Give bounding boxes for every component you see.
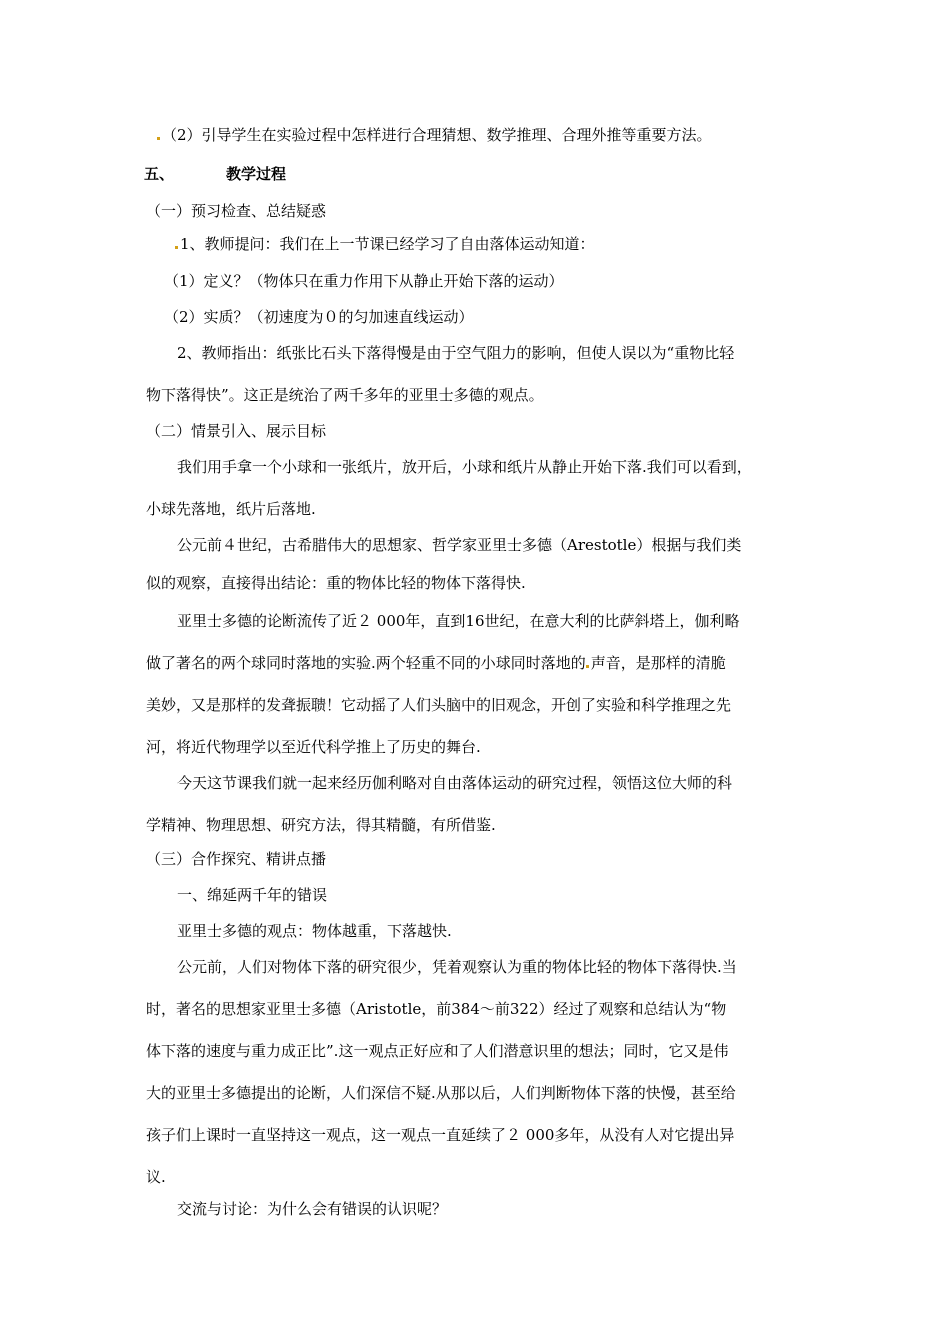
paragraph-line: 交流与讨论：为什么会有错误的认识呢？ xyxy=(177,1200,448,1218)
paragraph-line: （1）定义？（物体只在重力作用下从静止开始下落的运动） xyxy=(164,272,564,290)
marker-dot-icon xyxy=(175,246,178,249)
paragraph-line: （2）实质？（初速度为０的匀加速直线运动） xyxy=(164,308,474,326)
paragraph-line: 亚里士多德的论断流传了近２ 000年，直到16世纪，在意大利的比萨斜塔上，伽利略 xyxy=(177,612,740,630)
paragraph-line: 体下落的速度与重力成正比”.这一观点正好应和了人们潜意识里的想法；同时，它又是伟 xyxy=(146,1042,729,1060)
paragraph-line: 学精神、物理思想、研究方法，得其精髓，有所借鉴. xyxy=(146,816,496,834)
section-heading: 五、 教学过程 xyxy=(144,165,287,183)
subsection-heading: （三）合作探究、精讲点播 xyxy=(146,850,327,868)
paragraph-line: 公元前，人们对物体下落的研究很少，凭着观察认为重的物体比轻的物体下落得快.当 xyxy=(177,958,737,976)
paragraph-line: 物下落得快”。这正是统治了两千多年的亚里士多德的观点。 xyxy=(146,386,544,404)
paragraph-line: 议. xyxy=(146,1168,166,1186)
paragraph-line: 小球先落地，纸片后落地. xyxy=(146,500,316,518)
paragraph-line: 2、教师指出：纸张比石头下落得慢是由于空气阻力的影响，但使人误以为“重物比轻 xyxy=(177,344,735,362)
paragraph-line: 河，将近代物理学以至近代科学推上了历史的舞台. xyxy=(146,738,481,756)
paragraph-line: 似的观察，直接得出结论：重的物体比轻的物体下落得快. xyxy=(146,574,526,592)
paragraph-line: 今天这节课我们就一起来经历伽利略对自由落体运动的研究过程，领悟这位大师的科 xyxy=(177,774,733,792)
paragraph-line: 大的亚里士多德提出的论断，人们深信不疑.从那以后，人们判断物体下落的快慢，甚至给 xyxy=(146,1084,736,1102)
subsection-heading: （二）情景引入、展示目标 xyxy=(146,422,327,440)
paragraph-line: 做了著名的两个球同时落地的实验.两个轻重不同的小球同时落地的 声音，是那样的清脆 xyxy=(146,654,726,672)
paragraph-line: （2）引导学生在实验过程中怎样进行合理猜想、数学推理、合理外推等重要方法。 xyxy=(157,125,712,145)
subsection-heading: （一）预习检查、总结疑惑 xyxy=(146,202,327,220)
paragraph-line: 亚里士多德的观点：物体越重，下落越快. xyxy=(177,922,452,940)
topic-heading: 一、绵延两千年的错误 xyxy=(177,886,328,904)
paragraph-line: 1、教师提问：我们在上一节课已经学习了自由落体运动知道： xyxy=(175,234,595,254)
paragraph-line: 我们用手拿一个小球和一张纸片，放开后，小球和纸片从静止开始下落.我们可以看到， xyxy=(177,458,752,476)
paragraph-line: 美妙，又是那样的发聋振聩！它动摇了人们头脑中的旧观念，开创了实验和科学推理之先 xyxy=(146,696,732,714)
paragraph-line: 时，著名的思想家亚里士多德（Aristotle，前384～前322）经过了观察和总结认为“物 xyxy=(146,1000,727,1018)
marker-dot-icon xyxy=(586,665,589,668)
marker-dot-icon xyxy=(157,137,160,140)
paragraph-line: 孩子们上课时一直坚持这一观点，这一观点一直延续了２ 000多年，从没有人对它提出异 xyxy=(146,1126,735,1144)
paragraph-line: 公元前４世纪，古希腊伟大的思想家、哲学家亚里士多德（Arestotle）根据与我们类 xyxy=(177,536,742,554)
